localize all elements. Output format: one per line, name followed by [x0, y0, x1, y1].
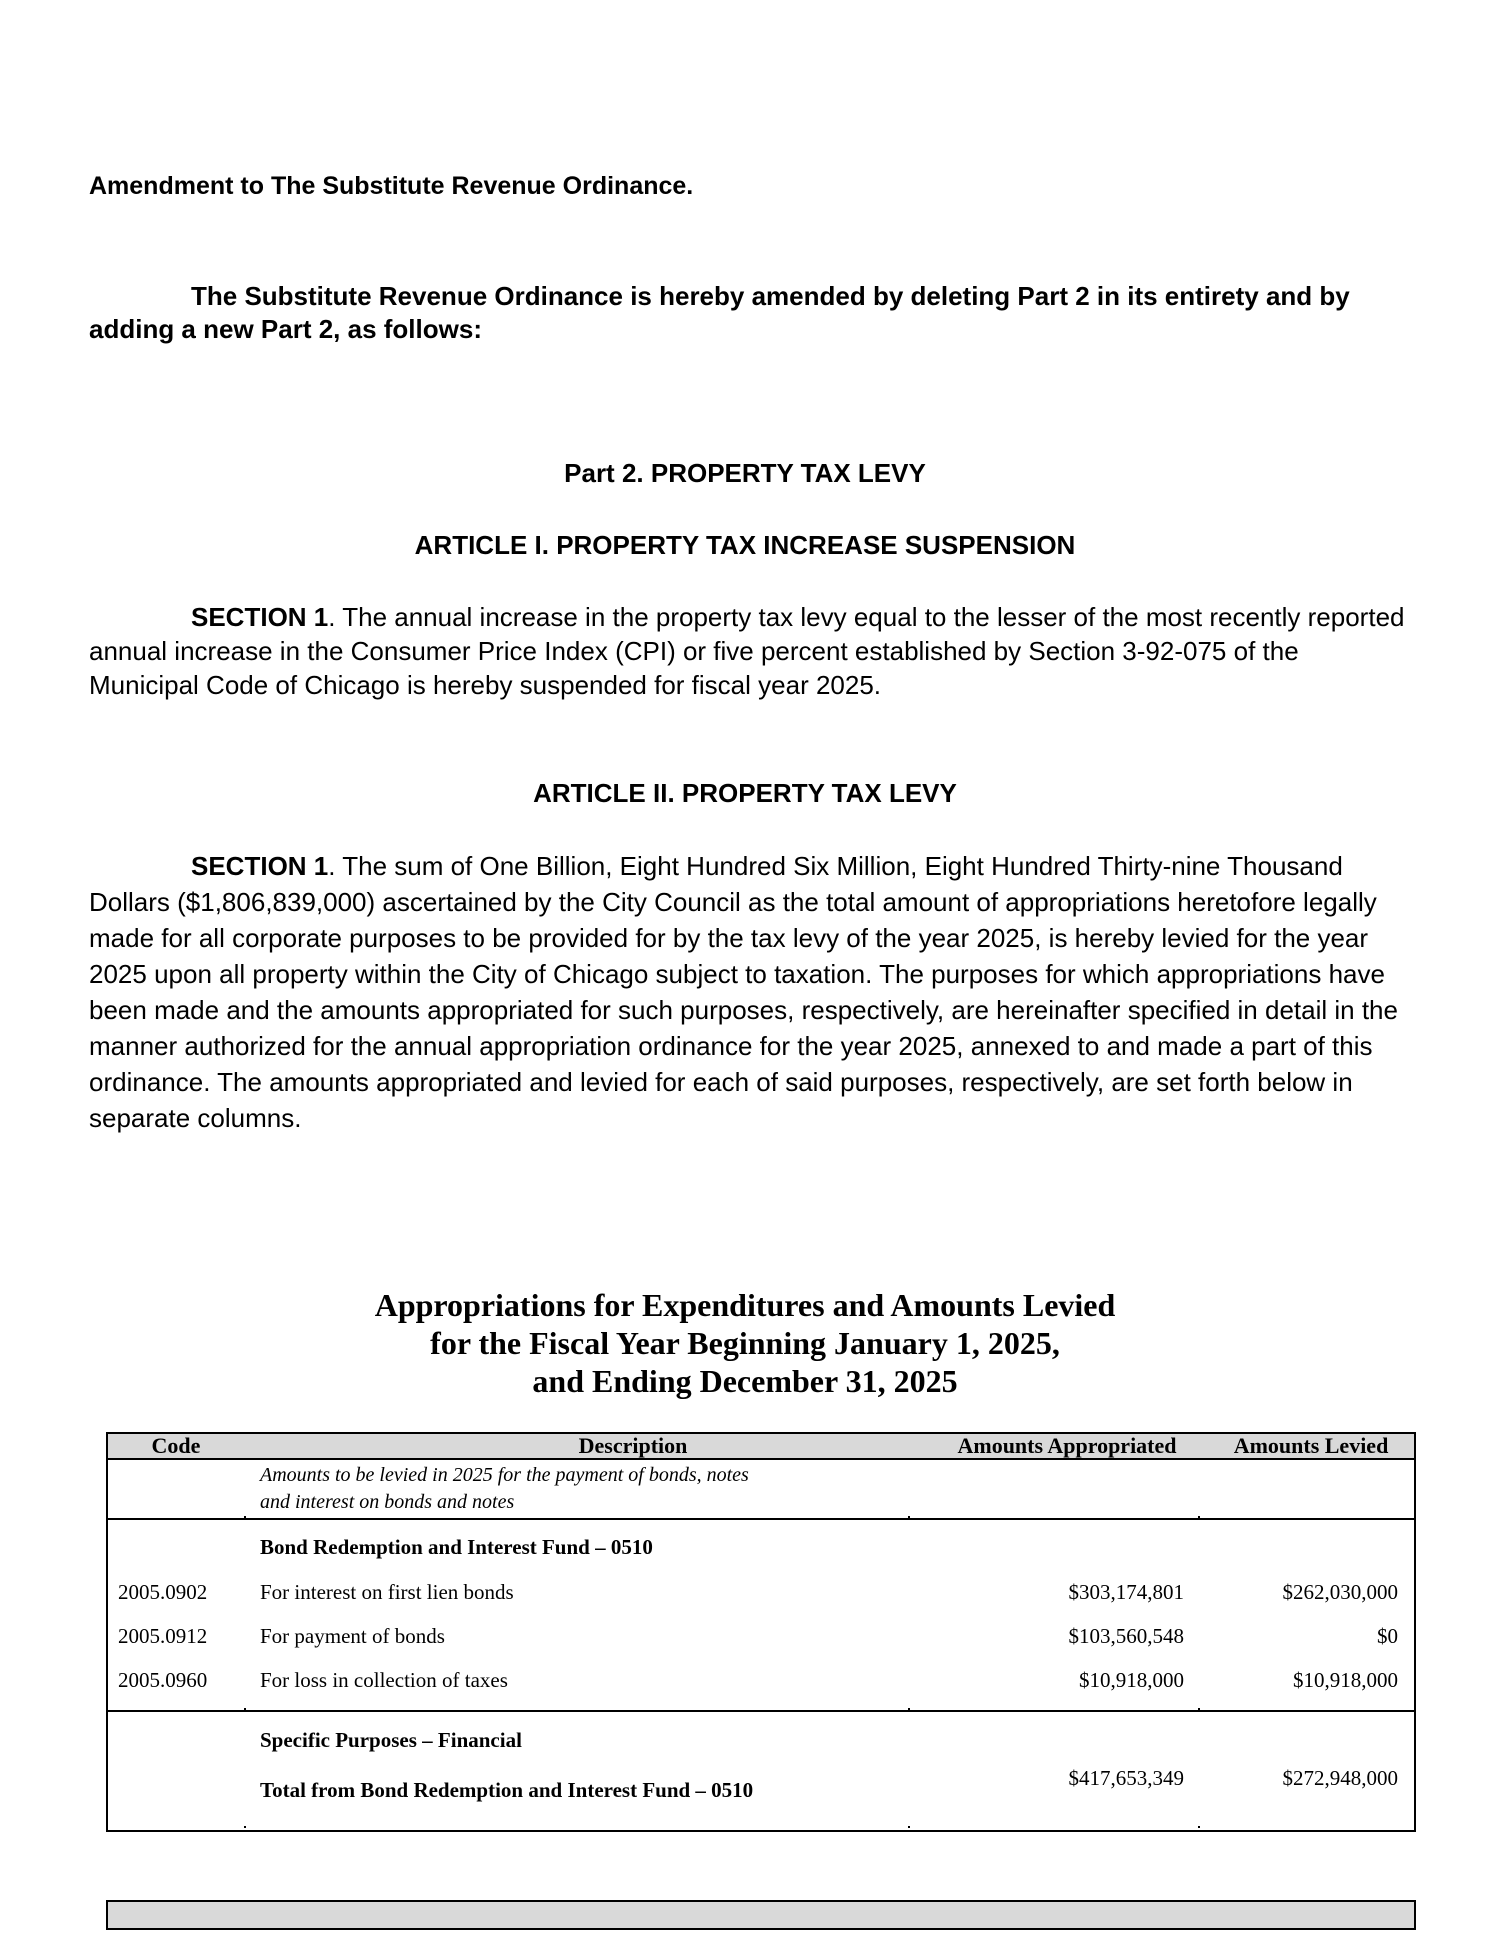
row-2-code: 2005.0912 — [118, 1624, 208, 1648]
column-tick — [908, 1708, 910, 1710]
table-header-row — [108, 1434, 1414, 1460]
row-2-levied: $0 — [1377, 1624, 1398, 1648]
section-label: SECTION 1 — [191, 602, 329, 632]
next-table-header-bar — [106, 1900, 1416, 1930]
row-3-levied: $10,918,000 — [1293, 1668, 1398, 1692]
part-title: Part 2. PROPERTY TAX LEVY — [564, 458, 926, 488]
article-1-title: ARTICLE I. PROPERTY TAX INCREASE SUSPENSION — [414, 530, 1076, 560]
section-text: . The annual increase in the property tax levy equal to the lesser of the most recently reported annual increase in the Consumer Price Index (CPI) or five percent established by Section 3-92-075 of the Municipal Code of Chicago is hereby suspended for fiscal year 2025. — [89, 602, 1405, 700]
header-description: Description — [578, 1433, 688, 1458]
article-2-title: ARTICLE II. PROPERTY TAX LEVY — [533, 778, 957, 808]
table-title-line-2: for the Fiscal Year Beginning January 1, 2025, — [430, 1325, 1060, 1361]
levy-note-line-2: and interest on bonds and notes — [260, 1491, 515, 1513]
column-tick — [1198, 1516, 1200, 1518]
table-title-line-1: Appropriations for Expenditures and Amounts Levied — [374, 1287, 1116, 1323]
subsection-title: Specific Purposes – Financial — [260, 1728, 522, 1752]
column-tick — [908, 1826, 910, 1828]
row-3-description: For loss in collection of taxes — [260, 1668, 508, 1692]
column-tick — [244, 1826, 246, 1828]
row-2-description: For payment of bonds — [260, 1624, 445, 1648]
levy-note — [260, 1462, 749, 1516]
table-title-line-3: and Ending December 31, 2025 — [532, 1363, 958, 1399]
column-tick — [1198, 1708, 1200, 1710]
row-2-appropriated: $103,560,548 — [1068, 1624, 1184, 1648]
row-3-code: 2005.0960 — [118, 1668, 208, 1692]
table-rule — [108, 1710, 1414, 1712]
total-appropriated: $417,653,349 — [1068, 1766, 1184, 1790]
intro-text: The Substitute Revenue Ordinance is hereby amended by deleting Part 2 in its entirety and by adding a new Part 2, as follows: — [89, 281, 1350, 344]
column-tick — [908, 1516, 910, 1518]
column-tick — [244, 1708, 246, 1710]
section-text: . The sum of One Billion, Eight Hundred Six Million, Eight Hundred Thirty-nine Thousand Dollars ($1,806,839,000) ascertained by the City Council as the total amount of appropriations heretofore legally made for all corporate purposes to be provided for by the tax levy of the year 2025, is hereby levied for the year 2025 upon all property within the City of Chicago subject to taxation. The purposes for which appropriations have been made and the amounts appropriated for such purposes, respectively, are hereinafter specified in detail in the manner authorized for the annual appropriation ordinance for the year 2025, annexed to and made a part of this ordinance. The amounts appropriated and levied for each of said purposes, respectively, are set forth below in separate columns. — [89, 851, 1398, 1133]
table-title — [0, 1286, 1490, 1400]
row-1-appropriated: $303,174,801 — [1068, 1580, 1184, 1604]
article-2-section-1 — [89, 848, 1411, 1136]
table-rule — [108, 1518, 1414, 1520]
intro-paragraph — [89, 280, 1409, 346]
header-code: Code — [151, 1433, 201, 1458]
levy-note-line-1: Amounts to be levied in 2025 for the payment of bonds, notes — [260, 1464, 749, 1486]
section-label: SECTION 1 — [191, 851, 329, 881]
document-heading: Amendment to The Substitute Revenue Ordinance. — [89, 172, 694, 200]
row-1-levied: $262,030,000 — [1282, 1580, 1398, 1604]
row-1-description: For interest on first lien bonds — [260, 1580, 514, 1604]
column-tick — [1198, 1826, 1200, 1828]
total-label: Total from Bond Redemption and Interest Fund – 0510 — [260, 1778, 754, 1802]
row-3-appropriated: $10,918,000 — [1079, 1668, 1184, 1692]
header-appropriated: Amounts Appropriated — [957, 1433, 1177, 1458]
total-levied: $272,948,000 — [1282, 1766, 1398, 1790]
header-levied: Amounts Levied — [1233, 1433, 1389, 1458]
fund-title: Bond Redemption and Interest Fund – 0510 — [260, 1535, 653, 1559]
row-1-code: 2005.0902 — [118, 1580, 208, 1604]
article-1-section-1 — [89, 600, 1411, 702]
column-tick — [244, 1516, 246, 1518]
